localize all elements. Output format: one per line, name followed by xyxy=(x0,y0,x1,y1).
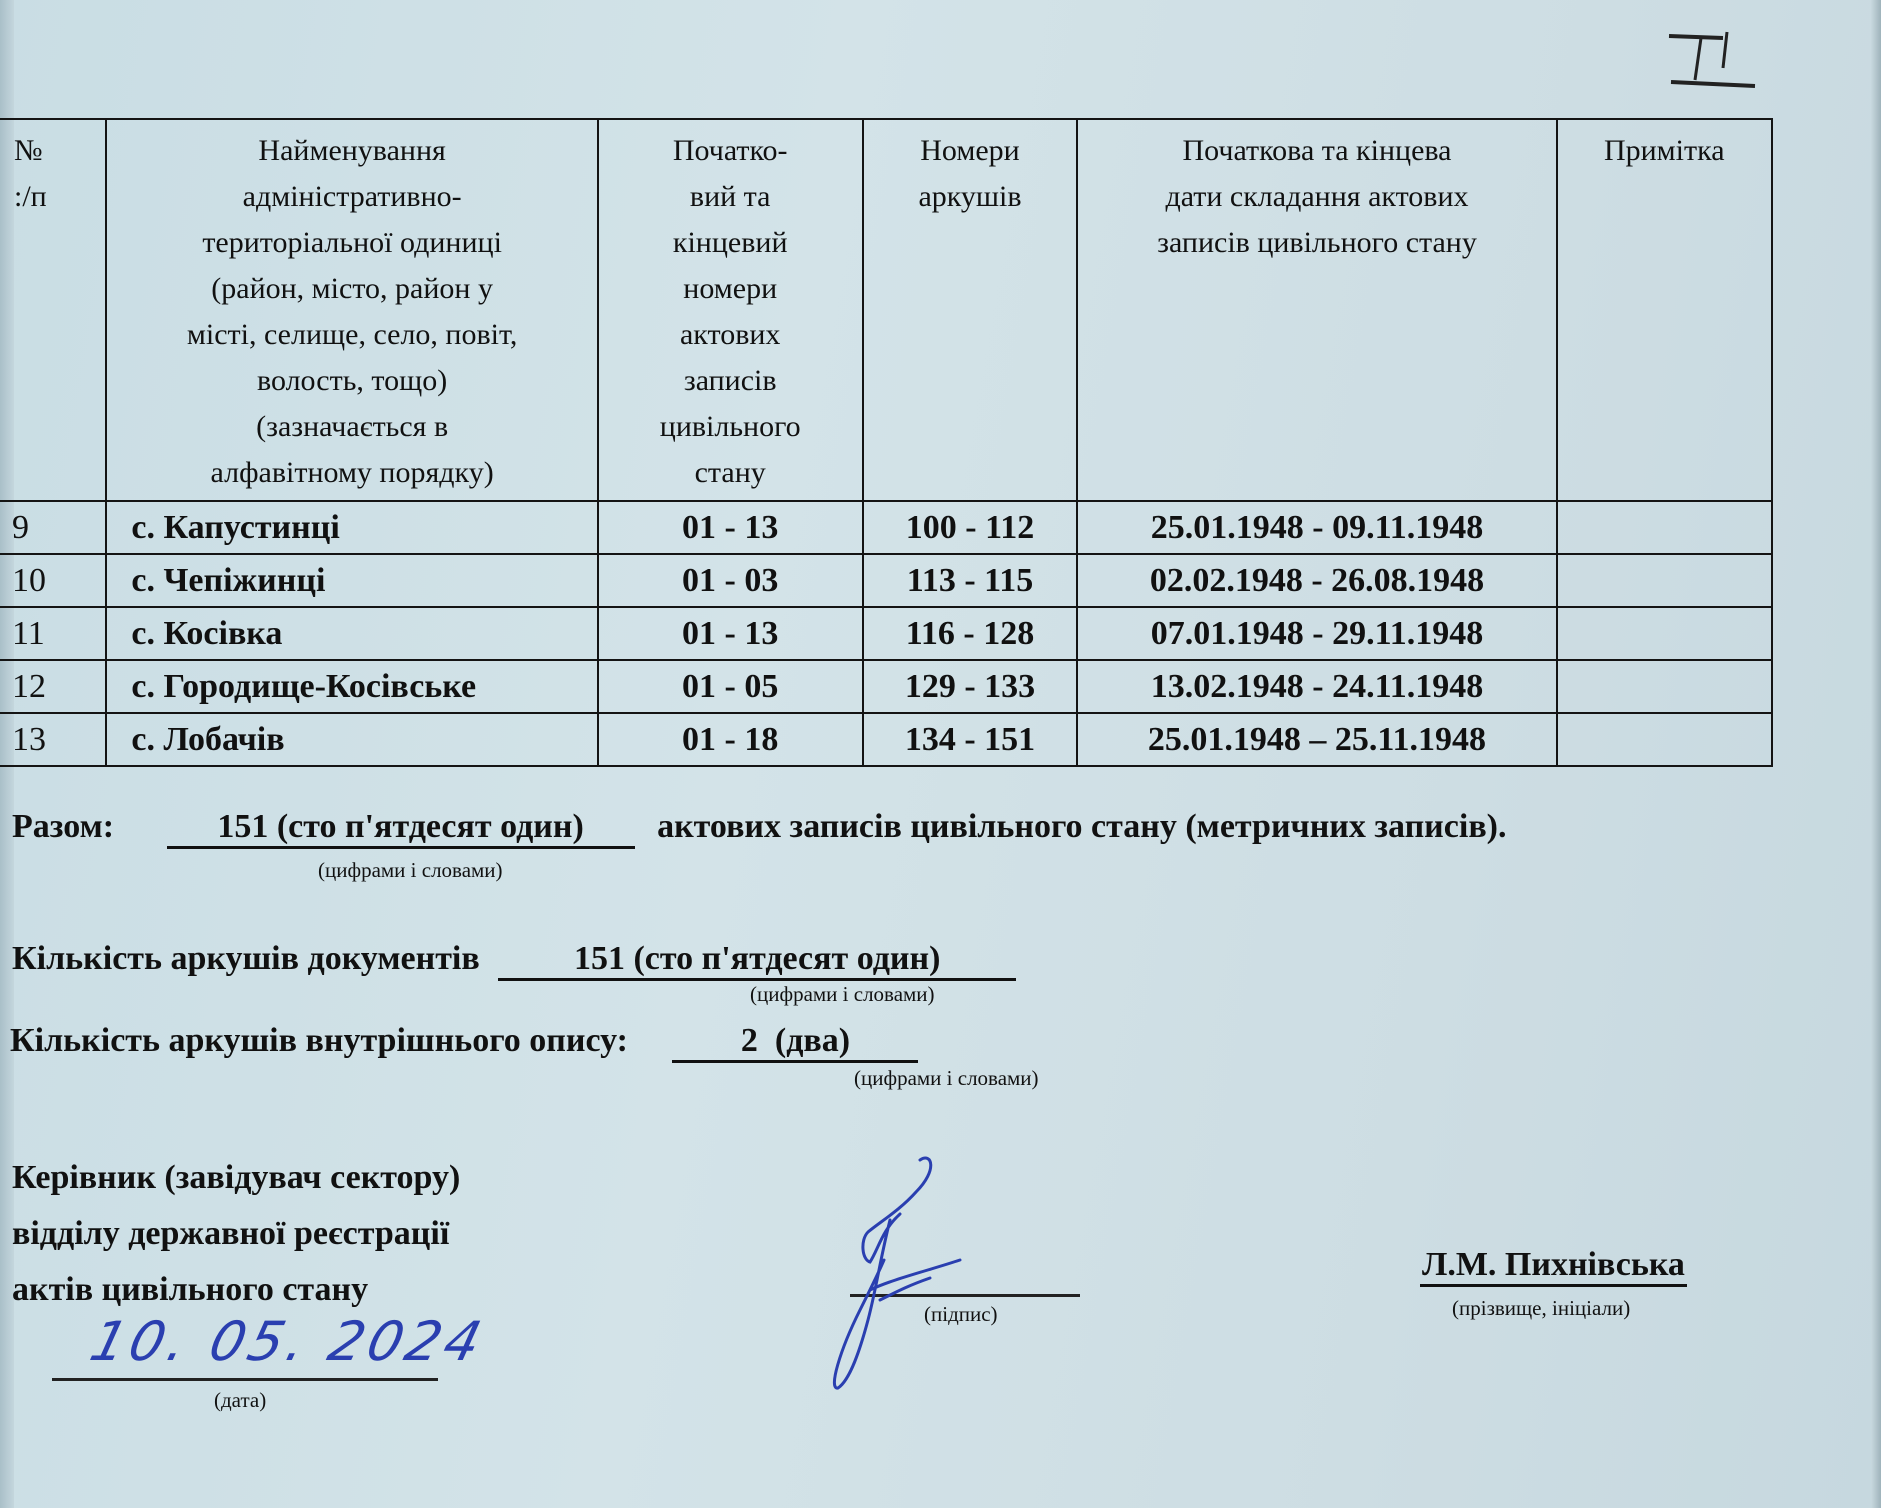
header-line: Номери xyxy=(920,134,1020,167)
inner-inventory-line xyxy=(10,1022,918,1063)
position-line: актів цивільного стану xyxy=(12,1271,369,1308)
official-name-line xyxy=(1420,1246,1687,1287)
header-line: Примітка xyxy=(1603,134,1725,167)
documents-sheets-line xyxy=(12,940,1016,981)
header-line: місті, селище, село, повіт, xyxy=(186,318,518,351)
header-line: актових xyxy=(679,318,781,351)
header-line: дати складання актових xyxy=(1165,180,1469,213)
row-note xyxy=(1557,501,1772,554)
row-record-numbers: 01 - 13 xyxy=(598,501,863,554)
official-name-hint: (прізвище, ініціали) xyxy=(1452,1296,1631,1320)
row-number: 10 xyxy=(0,554,106,607)
header-line: записів xyxy=(683,364,777,397)
row-date-range: 13.02.1948 - 24.11.1948 xyxy=(1077,660,1556,713)
total-label: Разом: xyxy=(12,808,115,845)
table-row xyxy=(0,607,1772,660)
row-record-numbers: 01 - 03 xyxy=(598,554,863,607)
date-line xyxy=(52,1378,438,1381)
header-line: вий та xyxy=(689,180,771,213)
row-note xyxy=(1557,607,1772,660)
table-row xyxy=(0,713,1772,766)
row-record-numbers: 01 - 05 xyxy=(598,660,863,713)
row-sheet-numbers: 113 - 115 xyxy=(863,554,1078,607)
paper-right-edge xyxy=(1871,0,1881,1508)
header-note xyxy=(1557,119,1772,501)
row-territorial-unit: с. Городище-Косівське xyxy=(106,660,598,713)
header-line: територіальної одиниці xyxy=(202,226,502,259)
header-line: (район, місто, район у xyxy=(211,272,493,305)
row-sheet-numbers: 100 - 112 xyxy=(863,501,1078,554)
row-sheet-numbers: 129 - 133 xyxy=(863,660,1078,713)
row-note xyxy=(1557,554,1772,607)
row-territorial-unit: с. Капустинці xyxy=(106,501,598,554)
row-date-range: 25.01.1948 – 25.11.1948 xyxy=(1077,713,1556,766)
signature-scribble-icon xyxy=(820,1150,1040,1400)
date-hint: (дата) xyxy=(214,1388,267,1412)
row-number: 12 xyxy=(0,660,106,713)
header-sheet-numbers xyxy=(863,119,1078,501)
row-territorial-unit: с. Чепіжинці xyxy=(106,554,598,607)
documents-sheets-value: 151 (сто п'ятдесят один) xyxy=(498,940,1016,981)
row-record-numbers: 01 - 18 xyxy=(598,713,863,766)
header-line: цивільного xyxy=(659,410,801,443)
header-line: :/п xyxy=(14,180,47,213)
total-line xyxy=(12,808,1507,849)
documents-sheets-hint: (цифрами і словами) xyxy=(750,982,935,1006)
row-record-numbers: 01 - 13 xyxy=(598,607,863,660)
row-note xyxy=(1557,660,1772,713)
header-territorial-unit xyxy=(106,119,598,501)
row-number: 11 xyxy=(0,607,106,660)
row-territorial-unit: с. Лобачів xyxy=(106,713,598,766)
header-line: кінцевий xyxy=(672,226,788,259)
total-value: 151 (сто п'ятдесят один) xyxy=(167,808,635,849)
position-line: Керівник (завідувач сектору) xyxy=(12,1159,461,1196)
header-line: (зазначається в xyxy=(256,410,449,443)
header-line: стану xyxy=(694,456,766,489)
inner-inventory-value: 2 (два) xyxy=(672,1022,918,1063)
header-line: Найменування xyxy=(258,134,446,167)
header-line: алфавітному порядку) xyxy=(210,456,494,489)
row-date-range: 25.01.1948 - 09.11.1948 xyxy=(1077,501,1556,554)
row-number: 13 xyxy=(0,713,106,766)
header-line: Початкова та кінцева xyxy=(1182,134,1452,167)
row-date-range: 02.02.1948 - 26.08.1948 xyxy=(1077,554,1556,607)
header-line: аркушів xyxy=(918,180,1022,213)
row-date-range: 07.01.1948 - 29.11.1948 xyxy=(1077,607,1556,660)
inner-inventory-label: Кількість аркушів внутрішнього опису: xyxy=(10,1022,628,1059)
position-line: відділу державної реєстрації xyxy=(12,1215,450,1252)
handwritten-date: 10. 05. 2024 xyxy=(84,1310,492,1373)
row-territorial-unit: с. Косівка xyxy=(106,607,598,660)
header-line: № xyxy=(14,134,43,167)
table-row xyxy=(0,501,1772,554)
inner-inventory-hint: (цифрами і словами) xyxy=(854,1066,1039,1090)
official-name: Л.М. Пихнівська xyxy=(1420,1246,1687,1287)
header-line: записів цивільного стану xyxy=(1157,226,1477,259)
header-record-numbers xyxy=(598,119,863,501)
table-row xyxy=(0,660,1772,713)
header-date-range xyxy=(1077,119,1556,501)
row-sheet-numbers: 134 - 151 xyxy=(863,713,1078,766)
total-hint: (цифрами і словами) xyxy=(318,858,503,882)
official-position xyxy=(12,1150,460,1318)
total-suffix: актових записів цивільного стану (метричних записів). xyxy=(657,808,1507,845)
signature-hint: (підпис) xyxy=(924,1302,998,1326)
handwritten-page-mark xyxy=(1665,28,1761,92)
header-line: волость, тощо) xyxy=(257,364,448,397)
row-note xyxy=(1557,713,1772,766)
row-sheet-numbers: 116 - 128 xyxy=(863,607,1078,660)
header-line: номери xyxy=(683,272,778,305)
header-number xyxy=(0,119,106,501)
documents-sheets-label: Кількість аркушів документів xyxy=(12,940,480,977)
table-row xyxy=(0,554,1772,607)
records-table xyxy=(0,118,1773,767)
header-line: Початко- xyxy=(672,134,788,167)
row-number: 9 xyxy=(0,501,106,554)
table-header-row xyxy=(0,119,1772,501)
header-line: адміністративно- xyxy=(242,180,462,213)
